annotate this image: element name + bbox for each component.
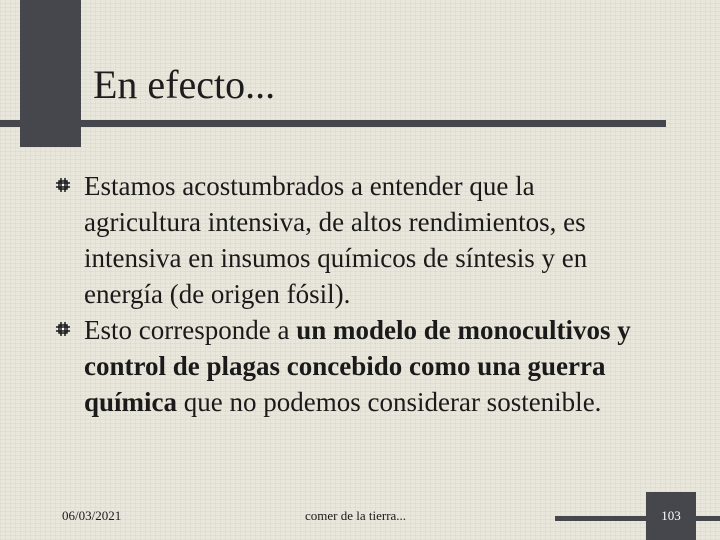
bullet-item-1 [56, 168, 656, 312]
bullet-2-text-part-2: que no podemos considerar sostenible. [177, 387, 602, 417]
bullet-2-text-part-1: Esto corresponde a [84, 315, 297, 345]
bullet-2-text-bold: un modelo de monocultivos y control de plagas concebido como una guerra química [84, 315, 631, 417]
slide-title: En efecto... [93, 62, 276, 107]
page-number: 103 [661, 508, 681, 523]
hash-square-bullet-icon [56, 322, 70, 336]
hash-square-bullet-icon [56, 178, 70, 192]
bullet-list [56, 168, 656, 420]
title-underline-bar [0, 120, 666, 127]
footer-center-text: comer de la tierra... [305, 508, 407, 523]
footer-date: 06/03/2021 [62, 508, 122, 523]
bullet-1-text: Estamos acostumbrados a entender que la agricultura intensiva, de altos rendimientos, es intensiva en insumos químicos de síntesis y en energía (de origen fósil). [84, 171, 588, 309]
bullet-item-2 [56, 312, 656, 420]
